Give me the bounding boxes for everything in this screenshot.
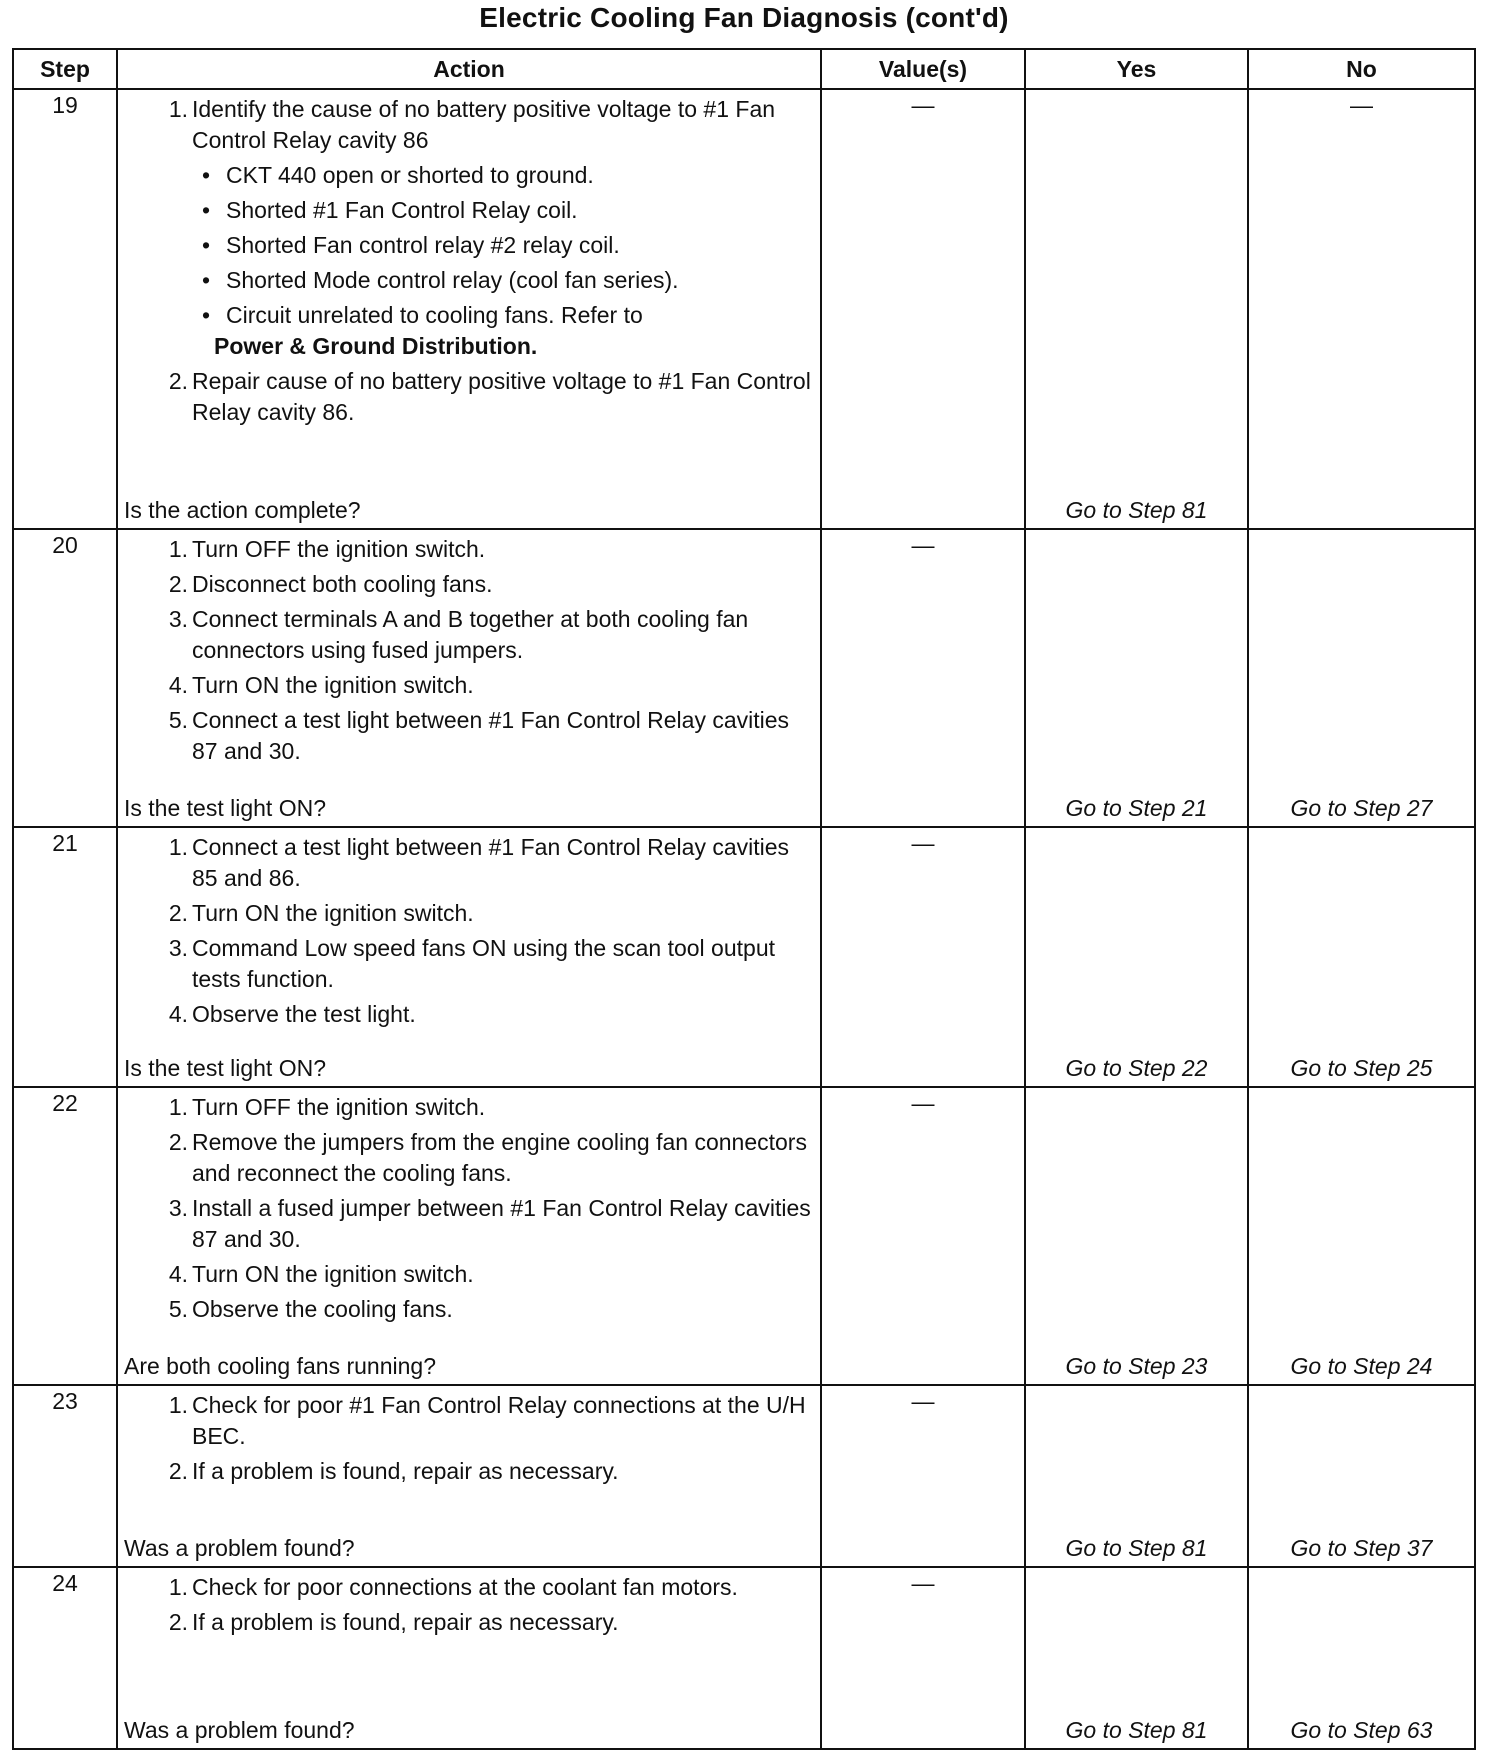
step-number: 23 xyxy=(13,1385,117,1567)
table-row-step-19 xyxy=(13,89,1475,529)
action-question: Was a problem found? xyxy=(124,1535,355,1561)
yes-cell xyxy=(1025,827,1248,1087)
header-action: Action xyxy=(117,49,821,89)
yes-result: Go to Step 81 xyxy=(1065,1535,1208,1561)
no-result: Go to Step 27 xyxy=(1290,795,1433,821)
value-cell: — xyxy=(821,1385,1025,1567)
action-bullet: • CKT 440 open or shorted to ground. xyxy=(202,162,594,188)
no-result: Go to Step 25 xyxy=(1290,1055,1433,1081)
action-cell xyxy=(117,1567,821,1749)
header-row xyxy=(13,49,1475,89)
value-cell: — xyxy=(821,89,1025,529)
action-item: 1. Turn OFF the ignition switch. xyxy=(168,1094,486,1120)
no-cell xyxy=(1248,1567,1475,1749)
no-cell xyxy=(1248,529,1475,827)
action-item: 2. Turn ON the ignition switch. xyxy=(168,900,474,926)
action-item: 2. If a problem is found, repair as necessary. xyxy=(168,1458,619,1484)
action-item: 3. Install a fused jumper between #1 Fan Control Relay cavities 87 and 30. xyxy=(168,1195,811,1252)
header-yes: Yes xyxy=(1025,49,1248,89)
action-question: Is the test light ON? xyxy=(124,795,326,821)
action-item: 4. Turn ON the ignition switch. xyxy=(168,1261,474,1287)
yes-result: Go to Step 22 xyxy=(1065,1055,1208,1081)
action-question: Is the action complete? xyxy=(124,497,361,523)
no-cell xyxy=(1248,1087,1475,1385)
action-cell xyxy=(117,89,821,529)
action-cell xyxy=(117,529,821,827)
action-cell xyxy=(117,1385,821,1567)
no-result: Go to Step 63 xyxy=(1290,1717,1433,1743)
action-item: 3. Command Low speed fans ON using the scan tool output tests function. xyxy=(168,935,776,992)
yes-cell xyxy=(1025,1567,1248,1749)
yes-cell xyxy=(1025,89,1248,529)
action-item: 2. Repair cause of no battery positive voltage to #1 Fan Control Relay cavity 86. xyxy=(168,368,811,425)
header-values: Value(s) xyxy=(821,49,1025,89)
value-cell: — xyxy=(821,1567,1025,1749)
step-number: 21 xyxy=(13,827,117,1087)
step-number: 19 xyxy=(13,89,117,529)
action-item: 1. Identify the cause of no battery positive voltage to #1 Fan Control Relay cavity 86 xyxy=(168,96,776,153)
table-row-step-23 xyxy=(13,1385,1475,1567)
action-question: Is the test light ON? xyxy=(124,1055,326,1081)
value-cell: — xyxy=(821,827,1025,1087)
page-title: Electric Cooling Fan Diagnosis (cont'd) xyxy=(479,2,1009,33)
step-number: 22 xyxy=(13,1087,117,1385)
action-item: 4. Observe the test light. xyxy=(168,1001,416,1027)
action-item: 4. Turn ON the ignition switch. xyxy=(168,672,474,698)
action-bullet: • Shorted #1 Fan Control Relay coil. xyxy=(202,197,578,223)
header-step: Step xyxy=(13,49,117,89)
step-number: 24 xyxy=(13,1567,117,1749)
table-row-step-22 xyxy=(13,1087,1475,1385)
action-cell xyxy=(117,827,821,1087)
action-item: 5. Observe the cooling fans. xyxy=(168,1296,453,1322)
yes-cell xyxy=(1025,1087,1248,1385)
action-bullet: • Shorted Mode control relay (cool fan series). xyxy=(202,267,679,293)
action-item: 5. Connect a test light between #1 Fan Control Relay cavities 87 and 30. xyxy=(168,707,790,764)
step-number: 20 xyxy=(13,529,117,827)
action-item: 3. Connect terminals A and B together at both cooling fan connectors using fused jumpers. xyxy=(168,606,749,663)
action-item: 2. Remove the jumpers from the engine cooling fan connectors and reconnect the cooling fans. xyxy=(168,1129,807,1186)
yes-result: Go to Step 21 xyxy=(1065,795,1208,821)
no-result: Go to Step 37 xyxy=(1290,1535,1433,1561)
no-result: Go to Step 24 xyxy=(1290,1353,1433,1379)
action-item: 1. Check for poor #1 Fan Control Relay connections at the U/H BEC. xyxy=(168,1392,806,1449)
diagnosis-table xyxy=(12,48,1476,1750)
yes-cell xyxy=(1025,1385,1248,1567)
action-item: 2. Disconnect both cooling fans. xyxy=(168,571,493,597)
header-no: No xyxy=(1248,49,1475,89)
no-cell: — xyxy=(1248,89,1475,529)
reference-link-text: Power & Ground Distribution. xyxy=(214,333,538,359)
action-question: Was a problem found? xyxy=(124,1717,355,1743)
no-cell xyxy=(1248,827,1475,1087)
value-cell: — xyxy=(821,1087,1025,1385)
table-row-step-21 xyxy=(13,827,1475,1087)
action-item: 1. Turn OFF the ignition switch. xyxy=(168,536,486,562)
action-question: Are both cooling fans running? xyxy=(124,1353,436,1379)
action-bullet: • Circuit unrelated to cooling fans. Refer to xyxy=(202,302,643,328)
no-cell xyxy=(1248,1385,1475,1567)
yes-cell xyxy=(1025,529,1248,827)
action-cell xyxy=(117,1087,821,1385)
action-bullet: • Shorted Fan control relay #2 relay coil. xyxy=(202,232,620,258)
yes-result: Go to Step 23 xyxy=(1065,1353,1208,1379)
action-item: 1. Check for poor connections at the coolant fan motors. xyxy=(168,1574,738,1600)
table-row-step-24 xyxy=(13,1567,1475,1749)
action-item: 1. Connect a test light between #1 Fan Control Relay cavities 85 and 86. xyxy=(168,834,790,891)
yes-result: Go to Step 81 xyxy=(1065,1717,1208,1743)
value-cell: — xyxy=(821,529,1025,827)
table-row-step-20 xyxy=(13,529,1475,827)
action-item: 2. If a problem is found, repair as necessary. xyxy=(168,1609,619,1635)
yes-result: Go to Step 81 xyxy=(1065,497,1208,523)
